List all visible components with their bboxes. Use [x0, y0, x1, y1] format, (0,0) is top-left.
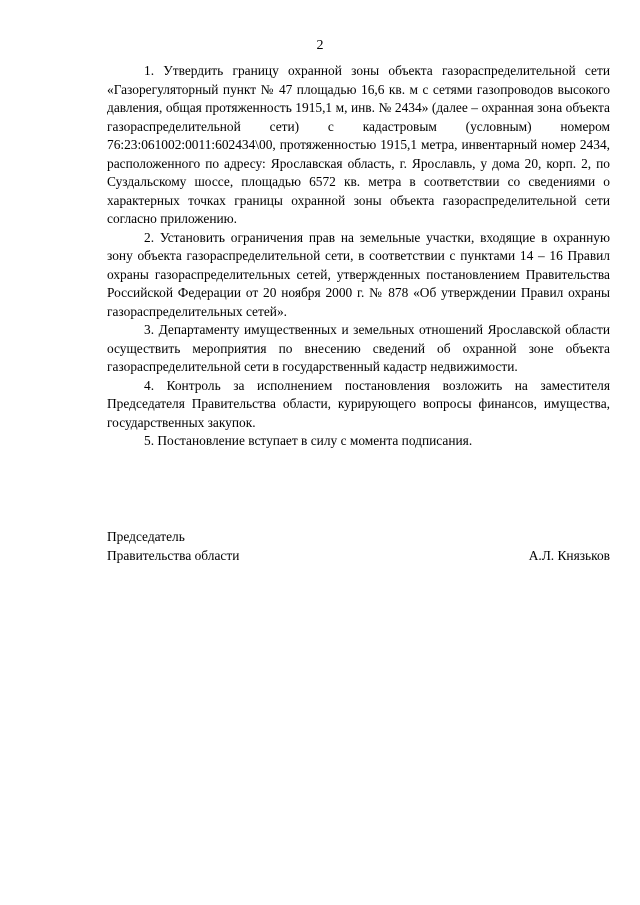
paragraph-1: 1. Утвердить границу охранной зоны объекта газораспределительной сети «Газорегуляторный пункт № 47 площадью 16,6 кв. м с сетями газопроводов высокого давления, общая протяженность 1915,1 м, инв. № 2434» (далее – охранная зона объекта газораспределительной сети) с кадастровым (условным) номером 76:23:061002:0011:602434\00, протяженностью 1915,1 метра, инвентарный номер 2434, расположенного по адресу: Ярославская область, г. Ярославль, у дома 20, корп. 2, по Суздальскому шоссе, площадью 6572 кв. метра в соответствии со сведениями о характерных точках границы охранной зоны объекта газораспределительной сети согласно приложению. — [107, 63, 610, 226]
document-body — [107, 62, 610, 451]
paragraph-2: 2. Установить ограничения прав на земельные участки, входящие в охранную зону объекта газораспределительной сети, в соответствии с пунктами 14 – 16 Правил охраны газораспределительных сетей, утвержденных постановлением Правительства Российской Федерации от 20 ноября 2000 г. № 878 «Об утверждении Правил охраны газораспределительных сетей». — [107, 229, 610, 319]
signatory-title-line2: Правительства области — [107, 547, 240, 563]
signatory-title-line1: Председатель — [107, 529, 185, 544]
page-number: 2 — [316, 38, 324, 53]
paragraph-5: 5. Постановление вступает в силу с момента подписания. — [144, 433, 473, 448]
signature-block — [107, 528, 610, 565]
signature-row — [107, 547, 610, 566]
signatory-name: А.Л. Князьков — [528, 547, 610, 563]
paragraph-4: 4. Контроль за исполнением постановления возложить на заместителя Председателя Правительства области, курирующего вопросы финансов, имущества, государственных закупок. — [107, 377, 610, 430]
paragraph-3: 3. Департаменту имущественных и земельных отношений Ярославской области осуществить мероприятия по внесению сведений об охранной зоне объекта газораспределительной сети в государственный кадастр недвижимости. — [107, 322, 610, 374]
